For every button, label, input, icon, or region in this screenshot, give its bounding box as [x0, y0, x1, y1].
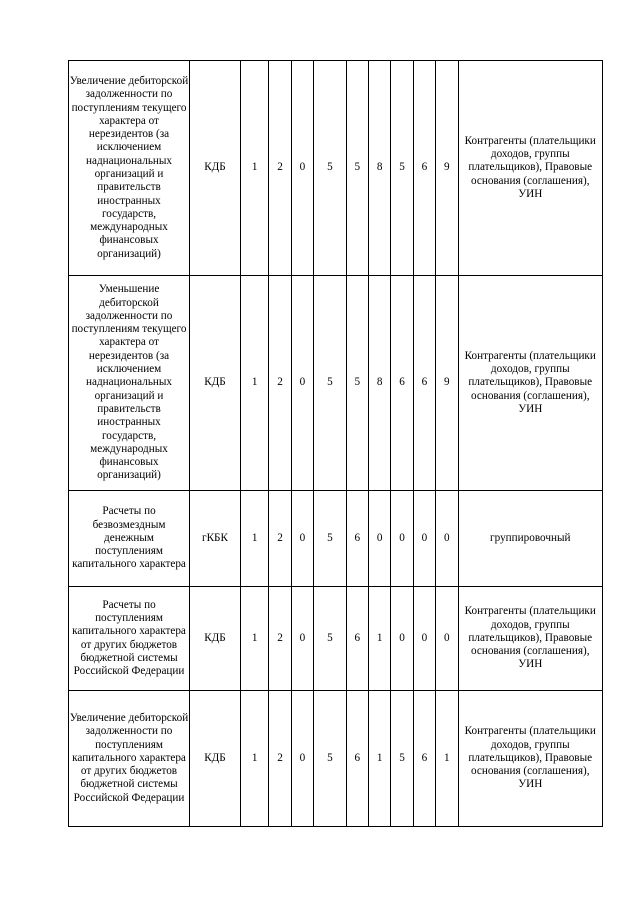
table-row	[69, 691, 603, 827]
code-digit-1: 1	[240, 276, 268, 491]
code-digit-4: 5	[314, 61, 347, 276]
code-digit-3: 0	[291, 491, 313, 587]
row-analytics: Контрагенты (плательщики доходов, группы плательщиков), Правовые основания (соглашения), УИН	[458, 587, 602, 691]
code-digit-3: 0	[291, 276, 313, 491]
code-digit-8: 6	[413, 691, 435, 827]
accounts-table	[68, 60, 603, 827]
code-digit-9: 1	[436, 691, 458, 827]
code-digit-8: 0	[413, 587, 435, 691]
code-digit-5: 5	[346, 61, 368, 276]
code-digit-1: 1	[240, 691, 268, 827]
code-digit-6: 1	[369, 587, 391, 691]
row-description: Увеличение дебиторской задолженности по поступлениям текущего характера от нерезидентов (за исключением наднациональных организаций и правительств иностранных государств, международных финансовых организаций)	[69, 61, 190, 276]
code-digit-6: 8	[369, 61, 391, 276]
code-digit-1: 1	[240, 491, 268, 587]
code-digit-5: 6	[346, 587, 368, 691]
table-row	[69, 276, 603, 491]
code-digit-9: 0	[436, 587, 458, 691]
row-description: Расчеты по безвозмездным денежным поступлениям капитального характера	[69, 491, 190, 587]
code-digit-4: 5	[314, 691, 347, 827]
row-analytics: Контрагенты (плательщики доходов, группы плательщиков), Правовые основания (соглашения), УИН	[458, 61, 602, 276]
row-analytics: Контрагенты (плательщики доходов, группы плательщиков), Правовые основания (соглашения), УИН	[458, 276, 602, 491]
code-digit-5: 5	[346, 276, 368, 491]
code-digit-7: 5	[391, 61, 413, 276]
row-analytics: группировочный	[458, 491, 602, 587]
code-digit-7: 0	[391, 491, 413, 587]
row-code-type: КДБ	[190, 587, 241, 691]
table-row	[69, 587, 603, 691]
code-digit-9: 9	[436, 276, 458, 491]
code-digit-6: 8	[369, 276, 391, 491]
code-digit-3: 0	[291, 61, 313, 276]
code-digit-6: 1	[369, 691, 391, 827]
row-code-type: КДБ	[190, 691, 241, 827]
code-digit-2: 2	[269, 491, 291, 587]
code-digit-9: 0	[436, 491, 458, 587]
table-row	[69, 61, 603, 276]
code-digit-8: 6	[413, 276, 435, 491]
row-code-type: КДБ	[190, 61, 241, 276]
code-digit-8: 6	[413, 61, 435, 276]
code-digit-5: 6	[346, 491, 368, 587]
row-description: Увеличение дебиторской задолженности по поступлениям капитального характера от других бюджетов бюджетной системы Российской Федерации	[69, 691, 190, 827]
row-description: Уменьшение дебиторской задолженности по поступлениям текущего характера от нерезидентов (за исключением наднациональных организаций и правительств иностранных государств, международных финансовых организаций)	[69, 276, 190, 491]
code-digit-1: 1	[240, 587, 268, 691]
code-digit-7: 0	[391, 587, 413, 691]
code-digit-2: 2	[269, 61, 291, 276]
table-row	[69, 491, 603, 587]
code-digit-7: 6	[391, 276, 413, 491]
accounts-table-body	[69, 61, 603, 827]
row-code-type: гКБК	[190, 491, 241, 587]
code-digit-1: 1	[240, 61, 268, 276]
code-digit-8: 0	[413, 491, 435, 587]
code-digit-9: 9	[436, 61, 458, 276]
code-digit-2: 2	[269, 691, 291, 827]
code-digit-5: 6	[346, 691, 368, 827]
code-digit-4: 5	[314, 491, 347, 587]
code-digit-7: 5	[391, 691, 413, 827]
code-digit-6: 0	[369, 491, 391, 587]
code-digit-4: 5	[314, 587, 347, 691]
code-digit-2: 2	[269, 276, 291, 491]
row-analytics: Контрагенты (плательщики доходов, группы плательщиков), Правовые основания (соглашения), УИН	[458, 691, 602, 827]
code-digit-4: 5	[314, 276, 347, 491]
code-digit-3: 0	[291, 691, 313, 827]
code-digit-2: 2	[269, 587, 291, 691]
row-description: Расчеты по поступлениям капитального характера от других бюджетов бюджетной системы Российской Федерации	[69, 587, 190, 691]
row-code-type: КДБ	[190, 276, 241, 491]
code-digit-3: 0	[291, 587, 313, 691]
